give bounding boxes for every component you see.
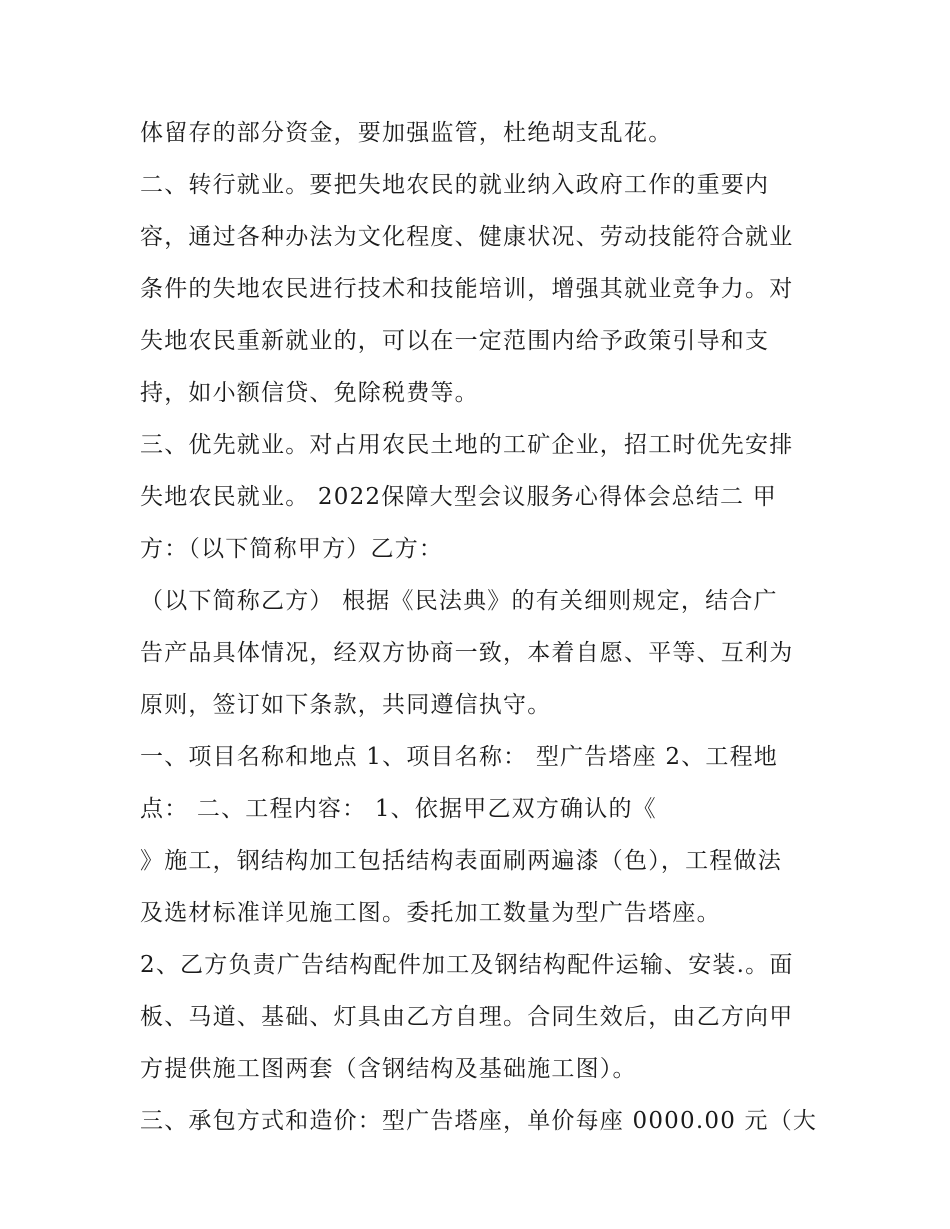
text-line: （以下简称乙方） 根据《民法典》的有关细则规定，结合广 (140, 588, 778, 614)
text-line: 失地农民就业。 2022保障大型会议服务心得体会总结二 甲 (140, 484, 777, 510)
text-line: 三、优先就业。对占用农民土地的工矿企业，招工时优先安排 (140, 432, 794, 458)
text-line: 板、马道、基础、灯具由乙方自理。合同生效后，由乙方向甲 (140, 1004, 794, 1030)
text-line: 三、承包方式和造价：型广告塔座，单价每座 0000.00 元（大 (140, 1108, 818, 1134)
text-line: 一、项目名称和地点 1、项目名称： 型广告塔座 2、工程地 (140, 744, 778, 770)
text-line: 条件的失地农民进行技术和技能培训，增强其就业竞争力。对 (140, 276, 794, 302)
text-line: 失地农民重新就业的，可以在一定范围内给予政策引导和支 (140, 328, 770, 354)
text-line: 2、乙方负责广告结构配件加工及钢结构配件运输、安装.。面 (140, 952, 794, 978)
text-line: 点： 二、工程内容： 1、依据甲乙双方确认的《 (140, 796, 657, 822)
text-line: 体留存的部分资金，要加强监管，杜绝胡支乱花。 (140, 120, 673, 146)
text-line: 》施工，钢结构加工包括结构表面刷两遍漆（色），工程做法 (140, 848, 782, 874)
text-line: 二、转行就业。要把失地农民的就业纳入政府工作的重要内 (140, 172, 770, 198)
text-line: 方：（以下简称甲方）乙方： (140, 536, 444, 562)
text-line: 持，如小额信贷、免除税费等。 (140, 380, 479, 406)
document-body (140, 107, 820, 1147)
text-line: 及选材标准详见施工图。委托加工数量为型广告塔座。 (140, 900, 721, 926)
text-line: 原则，签订如下条款，共同遵信执守。 (140, 692, 552, 718)
text-line: 告产品具体情况，经双方协商一致，本着自愿、平等、互利为 (140, 640, 794, 666)
text-line: 容，通过各种办法为文化程度、健康状况、劳动技能符合就业 (140, 224, 794, 250)
text-line: 方提供施工图两套（含钢结构及基础施工图）。 (140, 1056, 637, 1082)
